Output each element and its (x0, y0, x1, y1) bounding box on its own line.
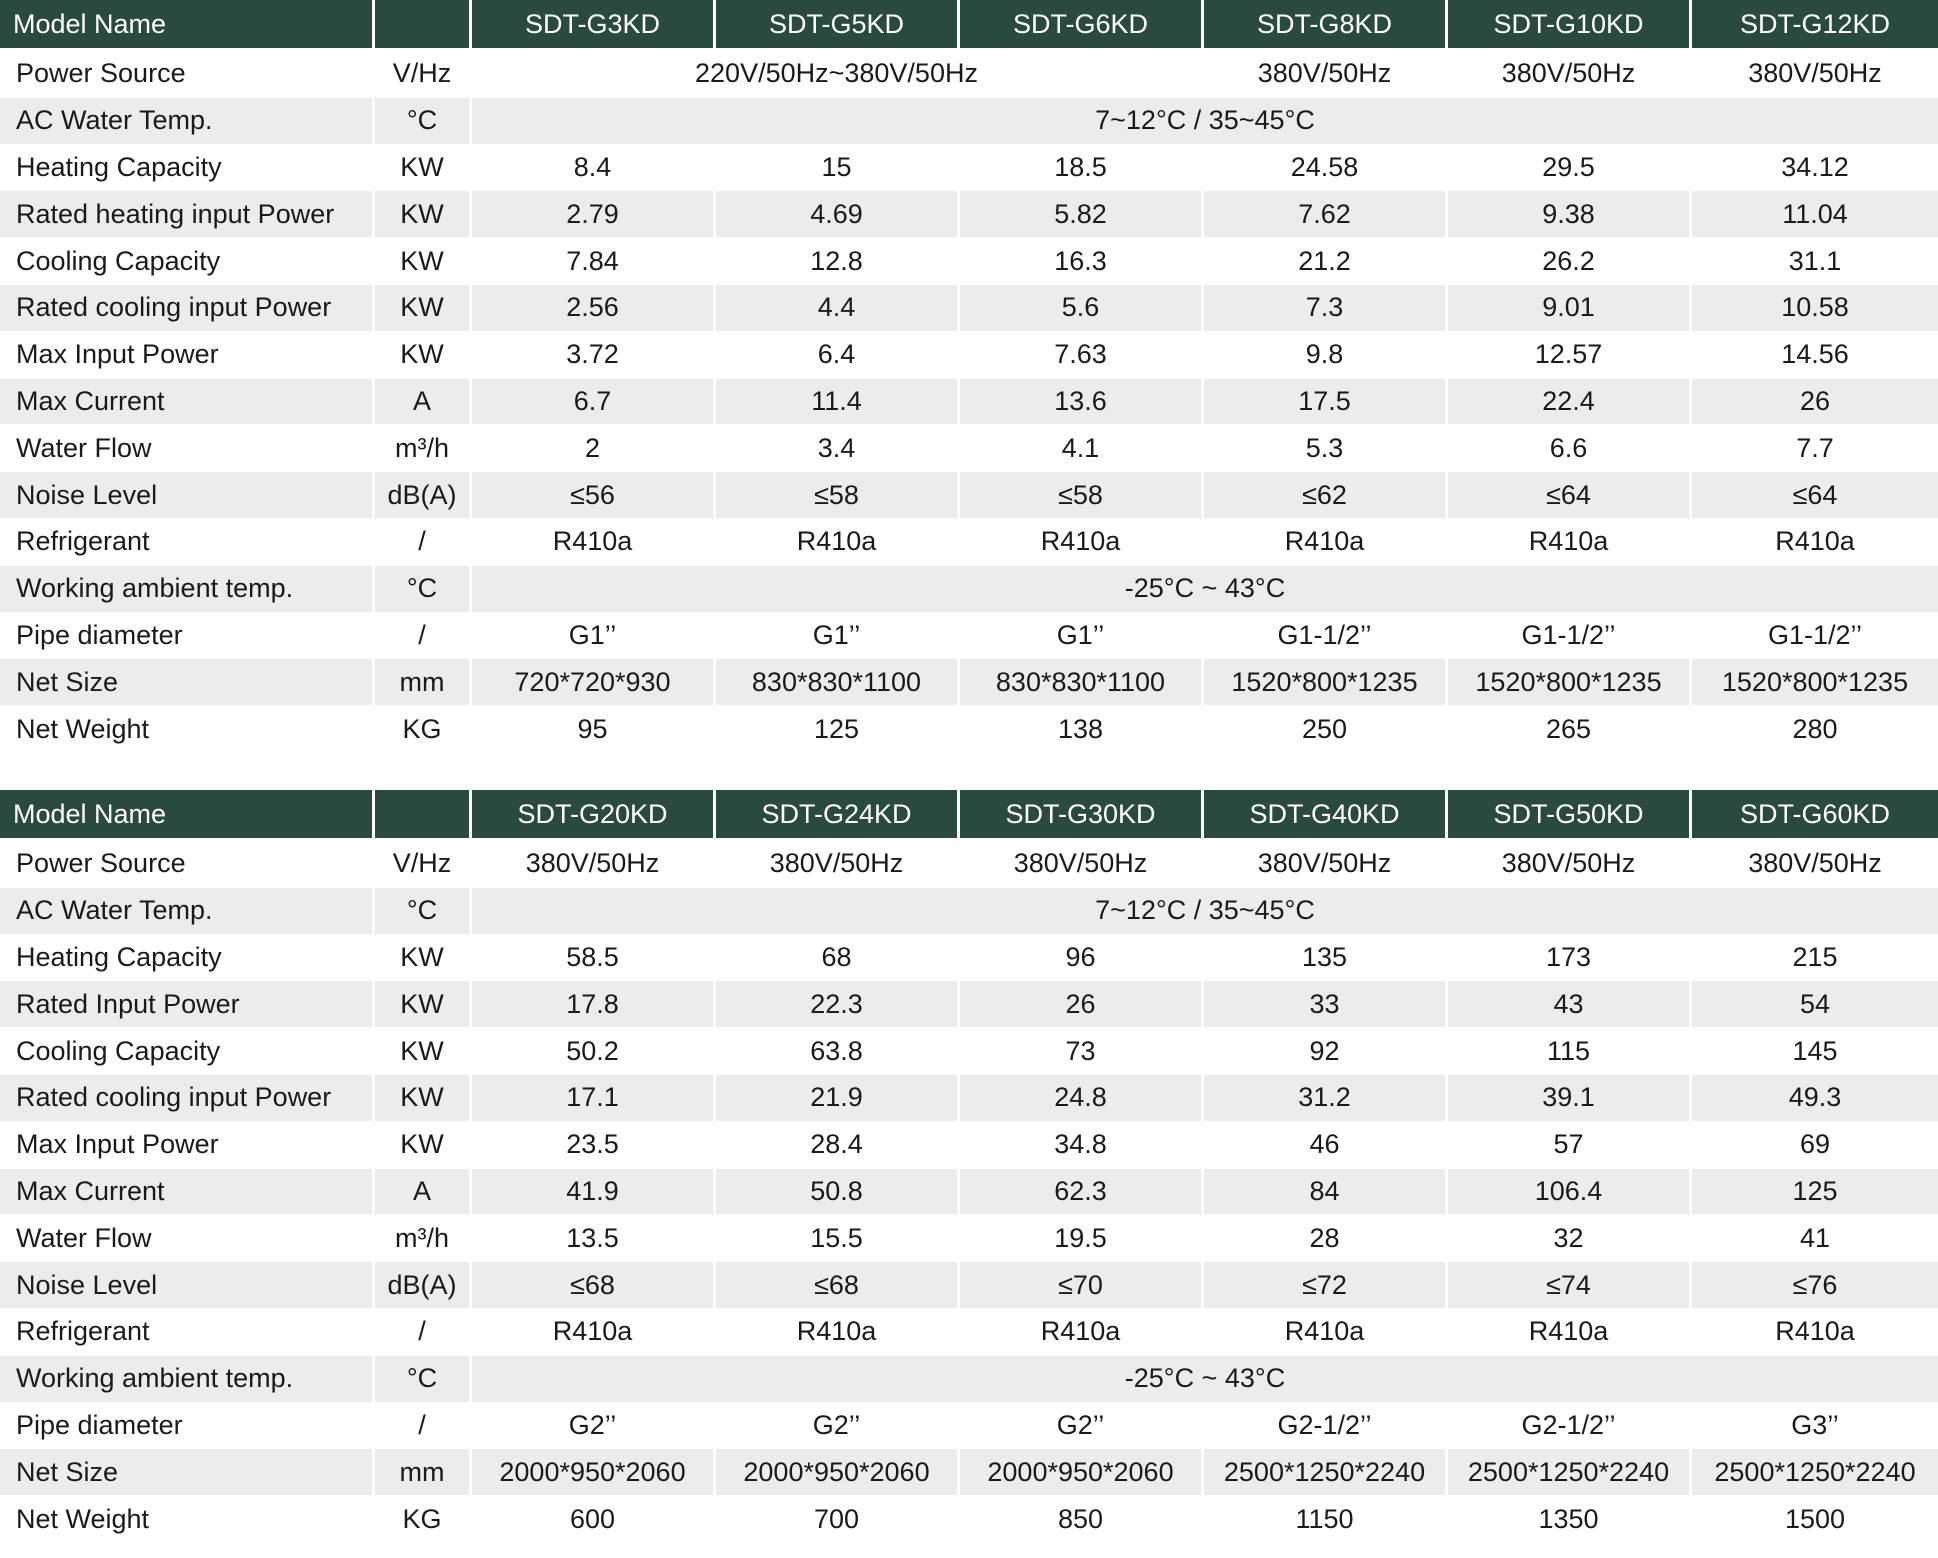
param-label: AC Water Temp. (0, 888, 375, 935)
value-cell: 125 (1692, 1169, 1938, 1216)
value-cell: 380V/50Hz (716, 841, 960, 888)
value-cell: 12.57 (1448, 332, 1692, 379)
value-cell: 24.8 (960, 1075, 1204, 1122)
value-cell: 18.5 (960, 145, 1204, 192)
unit-cell: / (375, 613, 472, 660)
value-cell: G1’’ (716, 613, 960, 660)
value-cell: 11.4 (716, 379, 960, 426)
value-cell: 32 (1448, 1215, 1692, 1262)
unit-cell: °C (375, 1356, 472, 1403)
value-cell: 380V/50Hz (1204, 841, 1448, 888)
value-cell: R410a (1692, 519, 1938, 566)
value-cell: 265 (1448, 706, 1692, 753)
value-cell: G1-1/2’’ (1692, 613, 1938, 660)
value-cell: 6.4 (716, 332, 960, 379)
unit-cell: m³/h (375, 425, 472, 472)
table-row (0, 659, 1938, 706)
value-cell: 4.1 (960, 425, 1204, 472)
value-cell: 7.84 (472, 238, 716, 285)
param-label: Refrigerant (0, 1309, 375, 1356)
table-row (0, 472, 1938, 519)
value-cell: 2 (472, 425, 716, 472)
value-cell: 12.8 (716, 238, 960, 285)
value-cell: ≤56 (472, 472, 716, 519)
value-cell: ≤74 (1448, 1262, 1692, 1309)
value-cell: 68 (716, 935, 960, 982)
value-cell: 54 (1692, 981, 1938, 1028)
table-row (0, 191, 1938, 238)
param-label: Power Source (0, 841, 375, 888)
value-cell: 41 (1692, 1215, 1938, 1262)
table-row (0, 1122, 1938, 1169)
table-row (0, 238, 1938, 285)
param-label: Rated cooling input Power (0, 285, 375, 332)
param-label: Rated Input Power (0, 981, 375, 1028)
value-cell: 7~12°C / 35~45°C (472, 98, 1938, 145)
value-cell: ≤64 (1692, 472, 1938, 519)
value-cell: 8.4 (472, 145, 716, 192)
param-label: Net Size (0, 1449, 375, 1496)
value-cell: ≤76 (1692, 1262, 1938, 1309)
value-cell: R410a (716, 1309, 960, 1356)
param-label: Max Current (0, 1169, 375, 1216)
value-cell: G1’’ (472, 613, 716, 660)
param-label: Max Current (0, 379, 375, 426)
value-cell: 50.2 (472, 1028, 716, 1075)
value-cell: R410a (472, 519, 716, 566)
value-cell: 13.5 (472, 1215, 716, 1262)
unit-cell: A (375, 1169, 472, 1216)
header-unit (375, 790, 472, 841)
param-label: Max Input Power (0, 1122, 375, 1169)
header-model-name: Model Name (0, 0, 375, 51)
value-cell: R410a (1692, 1309, 1938, 1356)
param-label: Cooling Capacity (0, 238, 375, 285)
unit-cell: V/Hz (375, 51, 472, 98)
value-cell: 2500*1250*2240 (1692, 1449, 1938, 1496)
table-row (0, 145, 1938, 192)
value-cell: 380V/50Hz (1692, 51, 1938, 98)
table-row (0, 98, 1938, 145)
value-cell: 58.5 (472, 935, 716, 982)
value-cell: 84 (1204, 1169, 1448, 1216)
value-cell: 10.58 (1692, 285, 1938, 332)
value-cell: 2.79 (472, 191, 716, 238)
value-cell: 5.6 (960, 285, 1204, 332)
value-cell: 26.2 (1448, 238, 1692, 285)
header-unit (375, 0, 472, 51)
value-cell: 3.72 (472, 332, 716, 379)
value-cell: R410a (1204, 1309, 1448, 1356)
unit-cell: KW (375, 1122, 472, 1169)
value-cell: 21.9 (716, 1075, 960, 1122)
unit-cell: KG (375, 1496, 472, 1543)
value-cell: 92 (1204, 1028, 1448, 1075)
value-cell: 6.6 (1448, 425, 1692, 472)
unit-cell: / (375, 1309, 472, 1356)
table-row (0, 1169, 1938, 1216)
table-row (0, 379, 1938, 426)
value-cell: 4.4 (716, 285, 960, 332)
value-cell: 138 (960, 706, 1204, 753)
value-cell: G2’’ (960, 1403, 1204, 1450)
header-model: SDT-G60KD (1692, 790, 1938, 841)
param-label: Rated cooling input Power (0, 1075, 375, 1122)
value-cell: 600 (472, 1496, 716, 1543)
header-model: SDT-G40KD (1204, 790, 1448, 841)
value-cell: 215 (1692, 935, 1938, 982)
param-label: AC Water Temp. (0, 98, 375, 145)
value-cell: 95 (472, 706, 716, 753)
value-cell: G2-1/2’’ (1448, 1403, 1692, 1450)
value-cell: 15 (716, 145, 960, 192)
value-cell: 28 (1204, 1215, 1448, 1262)
value-cell: 380V/50Hz (1692, 841, 1938, 888)
value-cell: 5.3 (1204, 425, 1448, 472)
value-cell: R410a (1448, 519, 1692, 566)
value-cell: 1500 (1692, 1496, 1938, 1543)
unit-cell: A (375, 379, 472, 426)
table-row (0, 425, 1938, 472)
value-cell: 16.3 (960, 238, 1204, 285)
table-row (0, 285, 1938, 332)
value-cell: R410a (1204, 519, 1448, 566)
table-row (0, 1449, 1938, 1496)
value-cell: 700 (716, 1496, 960, 1543)
param-label: Pipe diameter (0, 1403, 375, 1450)
table-row (0, 51, 1938, 98)
unit-cell: KW (375, 935, 472, 982)
value-cell: 7.62 (1204, 191, 1448, 238)
param-label: Noise Level (0, 472, 375, 519)
value-cell: 135 (1204, 935, 1448, 982)
value-cell: 173 (1448, 935, 1692, 982)
unit-cell: KW (375, 238, 472, 285)
spec-table-2 (0, 790, 1938, 1543)
value-cell: 7.63 (960, 332, 1204, 379)
header-model: SDT-G5KD (716, 0, 960, 51)
value-cell: 62.3 (960, 1169, 1204, 1216)
table-row (0, 706, 1938, 753)
unit-cell: KG (375, 706, 472, 753)
param-label: Heating Capacity (0, 145, 375, 192)
value-cell: 14.56 (1692, 332, 1938, 379)
value-cell: 23.5 (472, 1122, 716, 1169)
value-cell: 22.3 (716, 981, 960, 1028)
value-cell: 7~12°C / 35~45°C (472, 888, 1938, 935)
table-row (0, 1403, 1938, 1450)
spec-table-1 (0, 0, 1938, 753)
table-row (0, 566, 1938, 613)
value-cell: 73 (960, 1028, 1204, 1075)
table-row (0, 519, 1938, 566)
param-label: Net Weight (0, 706, 375, 753)
unit-cell: V/Hz (375, 841, 472, 888)
unit-cell: / (375, 519, 472, 566)
value-cell: 2500*1250*2240 (1204, 1449, 1448, 1496)
value-cell: G1’’ (960, 613, 1204, 660)
param-label: Net Weight (0, 1496, 375, 1543)
value-cell: 33 (1204, 981, 1448, 1028)
value-cell: 115 (1448, 1028, 1692, 1075)
param-label: Water Flow (0, 425, 375, 472)
value-cell: 17.1 (472, 1075, 716, 1122)
value-cell: 28.4 (716, 1122, 960, 1169)
value-cell: 6.7 (472, 379, 716, 426)
value-cell: 850 (960, 1496, 1204, 1543)
value-cell: ≤64 (1448, 472, 1692, 519)
param-label: Pipe diameter (0, 613, 375, 660)
header-model: SDT-G24KD (716, 790, 960, 841)
value-cell: R410a (716, 519, 960, 566)
value-cell: 7.3 (1204, 285, 1448, 332)
value-cell: 31.2 (1204, 1075, 1448, 1122)
unit-cell: KW (375, 145, 472, 192)
value-cell: G1-1/2’’ (1448, 613, 1692, 660)
header-model: SDT-G30KD (960, 790, 1204, 841)
table-row (0, 1356, 1938, 1403)
value-cell: 5.82 (960, 191, 1204, 238)
unit-cell: KW (375, 285, 472, 332)
value-cell: 9.01 (1448, 285, 1692, 332)
table-row (0, 1215, 1938, 1262)
value-cell: R410a (1448, 1309, 1692, 1356)
param-label: Rated heating input Power (0, 191, 375, 238)
value-cell: 19.5 (960, 1215, 1204, 1262)
value-cell: 125 (716, 706, 960, 753)
value-cell: 34.8 (960, 1122, 1204, 1169)
value-cell: 96 (960, 935, 1204, 982)
value-cell: 2.56 (472, 285, 716, 332)
param-label: Noise Level (0, 1262, 375, 1309)
unit-cell: °C (375, 98, 472, 145)
table-row (0, 1262, 1938, 1309)
param-label: Cooling Capacity (0, 1028, 375, 1075)
value-cell: 31.1 (1692, 238, 1938, 285)
param-label: Power Source (0, 51, 375, 98)
value-cell: 720*720*930 (472, 659, 716, 706)
unit-cell: mm (375, 1449, 472, 1496)
value-cell: 380V/50Hz (1448, 841, 1692, 888)
table-row (0, 1496, 1938, 1543)
unit-cell: KW (375, 981, 472, 1028)
value-cell: 41.9 (472, 1169, 716, 1216)
value-cell: 145 (1692, 1028, 1938, 1075)
value-cell: 1520*800*1235 (1448, 659, 1692, 706)
value-cell: 2000*950*2060 (472, 1449, 716, 1496)
header-model: SDT-G20KD (472, 790, 716, 841)
header-row (0, 790, 1938, 841)
value-cell: G3’’ (1692, 1403, 1938, 1450)
value-cell: 2500*1250*2240 (1448, 1449, 1692, 1496)
value-cell: 26 (1692, 379, 1938, 426)
table-row (0, 841, 1938, 888)
value-cell: 21.2 (1204, 238, 1448, 285)
value-cell: -25°C ~ 43°C (472, 566, 1938, 613)
value-cell: 9.38 (1448, 191, 1692, 238)
param-label: Working ambient temp. (0, 1356, 375, 1403)
value-cell: ≤70 (960, 1262, 1204, 1309)
value-cell: 380V/50Hz (960, 841, 1204, 888)
header-model: SDT-G8KD (1204, 0, 1448, 51)
value-cell: 29.5 (1448, 145, 1692, 192)
value-cell: 250 (1204, 706, 1448, 753)
value-cell: 46 (1204, 1122, 1448, 1169)
header-model: SDT-G12KD (1692, 0, 1938, 51)
table-row (0, 1028, 1938, 1075)
value-cell: 9.8 (1204, 332, 1448, 379)
value-cell: 43 (1448, 981, 1692, 1028)
param-label: Max Input Power (0, 332, 375, 379)
header-row (0, 0, 1938, 51)
table-row (0, 981, 1938, 1028)
value-cell: 380V/50Hz (1448, 51, 1692, 98)
value-cell: 1350 (1448, 1496, 1692, 1543)
value-cell: 1520*800*1235 (1692, 659, 1938, 706)
value-cell: 39.1 (1448, 1075, 1692, 1122)
value-cell: 26 (960, 981, 1204, 1028)
table-row (0, 613, 1938, 660)
value-cell: ≤68 (716, 1262, 960, 1309)
value-cell: 69 (1692, 1122, 1938, 1169)
value-cell: 13.6 (960, 379, 1204, 426)
value-cell: ≤58 (960, 472, 1204, 519)
value-cell: 280 (1692, 706, 1938, 753)
value-cell: 106.4 (1448, 1169, 1692, 1216)
value-cell: -25°C ~ 43°C (472, 1356, 1938, 1403)
table-row (0, 1075, 1938, 1122)
header-model: SDT-G6KD (960, 0, 1204, 51)
param-label: Net Size (0, 659, 375, 706)
value-cell: 2000*950*2060 (960, 1449, 1204, 1496)
value-cell: 57 (1448, 1122, 1692, 1169)
param-label: Refrigerant (0, 519, 375, 566)
value-cell: 830*830*1100 (960, 659, 1204, 706)
value-cell: 3.4 (716, 425, 960, 472)
unit-cell: KW (375, 1028, 472, 1075)
header-model: SDT-G10KD (1448, 0, 1692, 51)
unit-cell: KW (375, 1075, 472, 1122)
value-cell: 49.3 (1692, 1075, 1938, 1122)
unit-cell: m³/h (375, 1215, 472, 1262)
param-label: Heating Capacity (0, 935, 375, 982)
value-cell: 380V/50Hz (1204, 51, 1448, 98)
value-cell: 830*830*1100 (716, 659, 960, 706)
value-cell: 50.8 (716, 1169, 960, 1216)
unit-cell: °C (375, 888, 472, 935)
value-cell: R410a (960, 519, 1204, 566)
value-cell: 63.8 (716, 1028, 960, 1075)
value-cell: 4.69 (716, 191, 960, 238)
value-cell: 11.04 (1692, 191, 1938, 238)
unit-cell: KW (375, 191, 472, 238)
value-cell: G2-1/2’’ (1204, 1403, 1448, 1450)
value-cell: 17.8 (472, 981, 716, 1028)
value-cell: 34.12 (1692, 145, 1938, 192)
value-cell: 1520*800*1235 (1204, 659, 1448, 706)
unit-cell: dB(A) (375, 472, 472, 519)
table-row (0, 1309, 1938, 1356)
value-cell: 220V/50Hz~380V/50Hz (472, 51, 1204, 98)
param-label: Water Flow (0, 1215, 375, 1262)
unit-cell: mm (375, 659, 472, 706)
value-cell: 380V/50Hz (472, 841, 716, 888)
value-cell: R410a (960, 1309, 1204, 1356)
value-cell: ≤68 (472, 1262, 716, 1309)
table-row (0, 332, 1938, 379)
value-cell: 22.4 (1448, 379, 1692, 426)
unit-cell: / (375, 1403, 472, 1450)
value-cell: 24.58 (1204, 145, 1448, 192)
value-cell: 2000*950*2060 (716, 1449, 960, 1496)
value-cell: ≤62 (1204, 472, 1448, 519)
value-cell: G1-1/2’’ (1204, 613, 1448, 660)
unit-cell: dB(A) (375, 1262, 472, 1309)
header-model: SDT-G50KD (1448, 790, 1692, 841)
table-row (0, 888, 1938, 935)
header-model: SDT-G3KD (472, 0, 716, 51)
value-cell: G2’’ (716, 1403, 960, 1450)
value-cell: 15.5 (716, 1215, 960, 1262)
table-row (0, 935, 1938, 982)
value-cell: R410a (472, 1309, 716, 1356)
value-cell: 1150 (1204, 1496, 1448, 1543)
unit-cell: °C (375, 566, 472, 613)
value-cell: 7.7 (1692, 425, 1938, 472)
unit-cell: KW (375, 332, 472, 379)
header-model-name: Model Name (0, 790, 375, 841)
value-cell: ≤58 (716, 472, 960, 519)
value-cell: ≤72 (1204, 1262, 1448, 1309)
value-cell: 17.5 (1204, 379, 1448, 426)
value-cell: G2’’ (472, 1403, 716, 1450)
param-label: Working ambient temp. (0, 566, 375, 613)
